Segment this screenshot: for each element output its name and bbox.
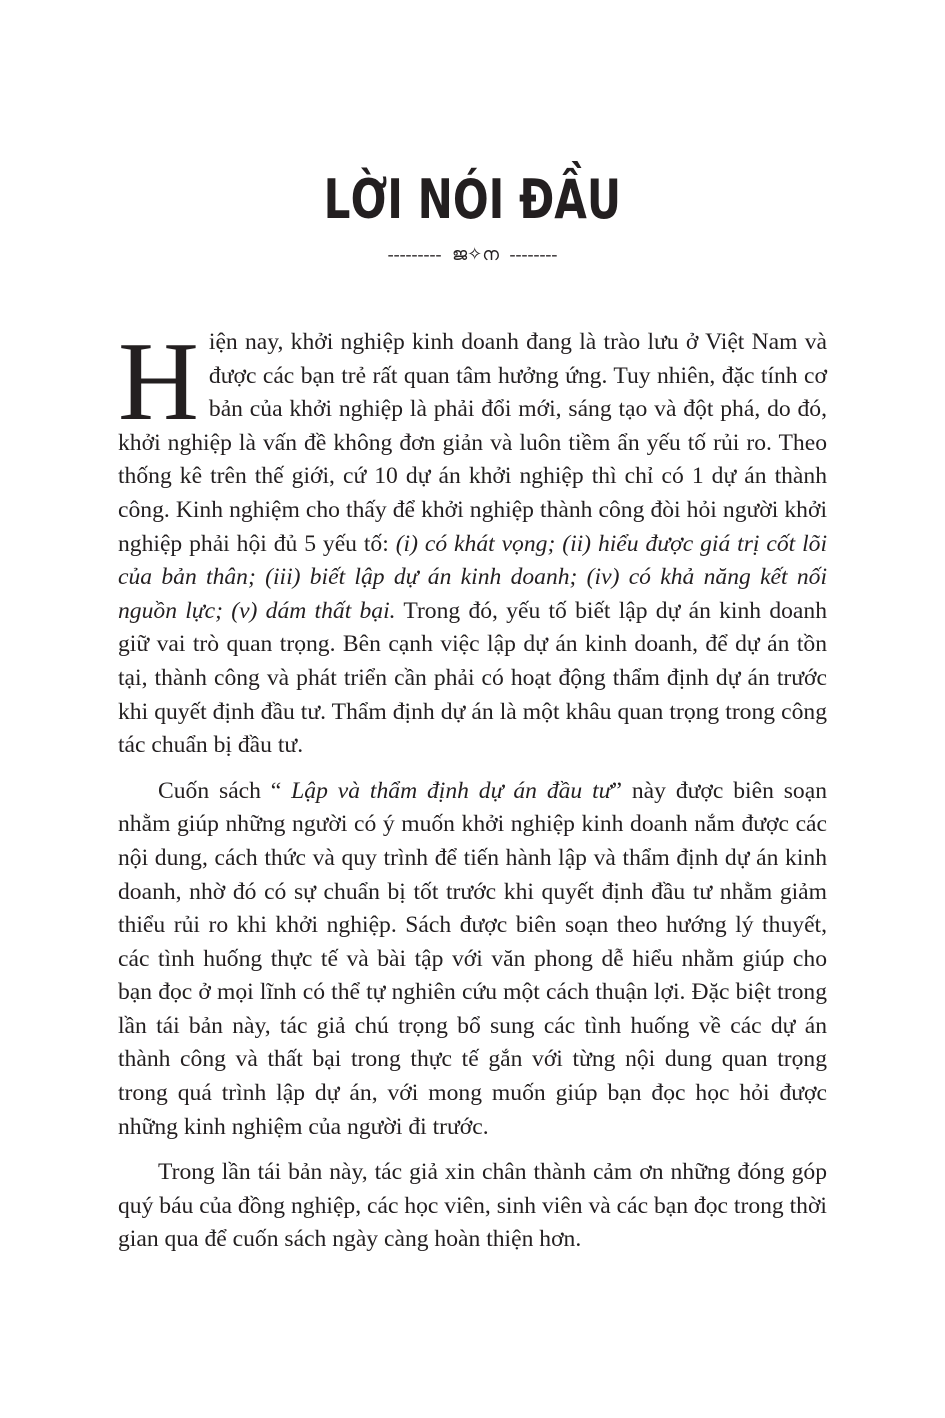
paragraph-intro-text-b: Trong đó, yếu tố biết lập dự án kinh doanh giữ vai trò quan trọng. Bên cạnh việc lập dự án kinh doanh, để dự án tồn tại, thành công và phát triển cần phải có hoạt động thẩm định dự án trước khi quyết định đầu tư. Thẩm định dự án là một khâu quan trọng trong công tác chuẩn bị đầu tư. (118, 597, 827, 759)
paragraph-acknowledgement: Trong lần tái bản này, tác giả xin chân thành cảm ơn những đóng góp quý báu của đồng nghiệp, các học viên, sinh viên và các bạn đọc trong thời gian qua để cuốn sách ngày càng hoàn thiện hơn. (118, 1159, 827, 1253)
ornament-flourish-icon: ജ✧ന (452, 244, 499, 265)
book-title-italic: Lập và thẩm định dự án đầu tư (291, 777, 612, 804)
ornament-right-dashes: -------- (509, 244, 558, 264)
paragraph-book-purpose (118, 775, 827, 1145)
title-ornament (0, 242, 945, 267)
ornament-left-dashes: --------- (387, 244, 442, 264)
paragraph-intro-text-a: iện nay, khởi nghiệp kinh doanh đang là trào lưu ở Việt Nam và được các bạn trẻ rất quan tâm hưởng ứng. Tuy nhiên, đặc tính cơ bản của khởi nghiệp là phải đổi mới, sáng tạo và đột phá, do đó, khởi nghiệp là vấn đề không đơn giản và luôn tiềm ẩn yếu tố rủi ro. Theo thống kê trên thế giới, cứ 10 dự án khởi nghiệp thì chỉ có 1 dự án thành công. Kinh nghiệm cho thấy để khởi nghiệp thành công đòi hỏi người khởi nghiệp phải hội đủ 5 yếu tố: (118, 329, 827, 557)
paragraph-book-purpose-text-b: ” này được biên soạn nhằm giúp những người có ý muốn khởi nghiệp kinh doanh nắm được các nội dung, cách thức và quy trình để tiến hành lập và thẩm định dự án kinh doanh, nhờ đó có sự chuẩn bị tốt trước khi quyết định đầu tư nhằm giảm thiểu rủi ro khi khởi nghiệp. Sách được biên soạn theo hướng lý thuyết, các tình huống thực tế và bài tập với văn phong dễ hiểu nhằm giúp cho bạn đọc ở mọi lĩnh có thể tự nghiên cứu một cách thuận lợi. Đặc biệt trong lần tái bản này, tác giả chú trọng bổ sung các tình huống về các dự án thành công và thất bại trong thực tế gắn với từng nội dung quan trọng trong quá trình lập dự án, với mong muốn giúp bạn đọc học hỏi được những kinh nghiệm của người đi trước. (118, 777, 827, 1140)
paragraph-intro-italic: (i) có khát vọng; (ii) hiểu được giá trị cốt lõi của bản thân; (iii) biết lập dự án kinh doanh; (iv) có khả năng kết nối nguồn lực; (v) dám thất bại. (118, 530, 827, 624)
paragraph-intro (118, 320, 827, 763)
paragraph-book-purpose-text-a: Cuốn sách “ (158, 777, 292, 804)
page-title: LỜI NÓI ĐẦU (323, 168, 622, 231)
drop-cap: H (118, 320, 199, 444)
body-text (118, 320, 827, 1269)
